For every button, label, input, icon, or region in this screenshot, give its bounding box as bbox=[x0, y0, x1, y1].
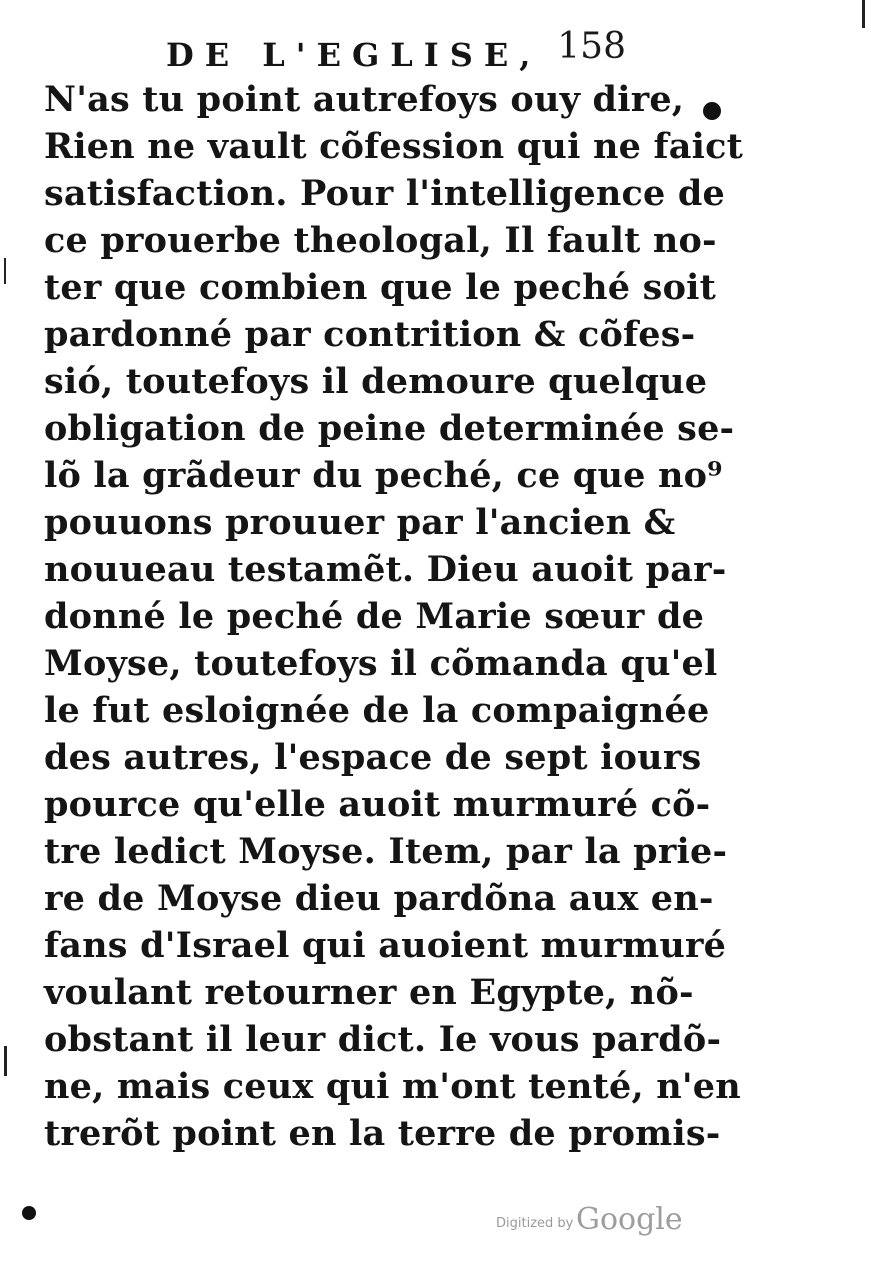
ink-spot bbox=[703, 102, 721, 120]
running-head: DE L'EGLISE, bbox=[166, 36, 542, 74]
text-line: ter que combien que le peché soit bbox=[44, 267, 716, 308]
text-line: Rien ne vault cõfession qui ne faict bbox=[44, 126, 743, 167]
text-line: pouuons prouuer par l'ancien & bbox=[44, 502, 676, 543]
text-line: donné le peché de Marie sœur de bbox=[44, 596, 705, 637]
text-line: voulant retourner en Egypte, nõ- bbox=[44, 972, 694, 1013]
text-line: N'as tu point autrefoys ouy dire, bbox=[44, 79, 685, 120]
page-edge-mark bbox=[4, 258, 6, 284]
text-line: trerõt point en la terre de promis- bbox=[44, 1113, 721, 1154]
text-line: fans d'Israel qui auoient murmuré bbox=[44, 925, 727, 966]
body-text bbox=[44, 76, 743, 1157]
google-logo: Google bbox=[576, 1202, 683, 1237]
text-line: obstant il leur dict. Ie vous pardõ- bbox=[44, 1019, 722, 1060]
digitization-watermark bbox=[496, 1202, 696, 1242]
text-line: re de Moyse dieu pardõna aux en- bbox=[44, 878, 714, 919]
ink-spot bbox=[22, 1206, 36, 1220]
text-line: satisfaction. Pour l'intelligence de bbox=[44, 173, 725, 214]
text-line: obligation de peine determinée se- bbox=[44, 408, 735, 449]
text-line: pardonné par contrition & cõfes- bbox=[44, 314, 696, 355]
text-line: ne, mais ceux qui m'ont tenté, n'en bbox=[44, 1066, 741, 1107]
text-line: sió, toutefoys il demoure quelque bbox=[44, 361, 708, 402]
text-line: nouueau testamẽt. Dieu auoit par- bbox=[44, 549, 727, 590]
text-line: des autres, l'espace de sept iours bbox=[44, 737, 702, 778]
text-line: ce prouerbe theologal, Il fault no- bbox=[44, 220, 717, 261]
page-number: 158 bbox=[557, 26, 626, 67]
text-line: le fut esloignée de la compaignée bbox=[44, 690, 710, 731]
page-header bbox=[150, 20, 650, 76]
watermark-prefix: Digitized by bbox=[496, 1216, 574, 1231]
page-edge-mark bbox=[862, 0, 865, 28]
text-line: Moyse, toutefoys il cõmanda qu'el bbox=[44, 643, 718, 684]
text-line: pource qu'elle auoit murmuré cõ- bbox=[44, 784, 711, 825]
page-edge-mark bbox=[4, 1046, 7, 1076]
text-line: tre ledict Moyse. Item, par la prie- bbox=[44, 831, 728, 872]
text-line: lõ la grãdeur du peché, ce que no⁹ bbox=[44, 455, 723, 496]
